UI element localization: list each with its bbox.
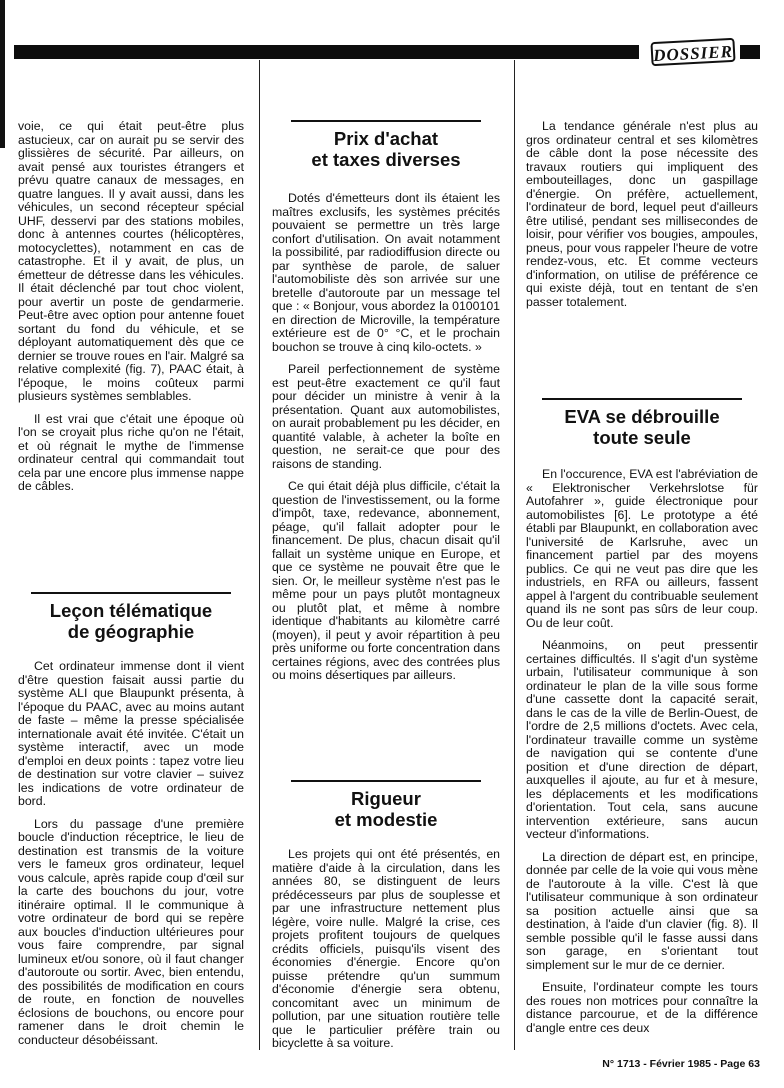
heading-eva [526, 398, 758, 448]
section-badge: DOSSIER [650, 38, 735, 66]
heading-rigueur [272, 780, 500, 830]
paragraph: Ce qui était déjà plus difficile, c'était la question de l'investissement, ou la forme d'impôt, taxe, redevance, abonnement, péage, qu'il fallait adopter pour le financement. De plus, chacun disait qu'il fallait un système unique en Europe, et que ce système ne pouvait être que le sien. Or, le meilleur système n'est pas le même pour un pays plutôt montagneux ou plutôt plat, et même à nombre identique d'habitants au kilomètre carré (moyen), il peut y avoir répartition à peu près uniforme ou forte concentration dans certaines régions, avec des contrées plus ou moins désertiques par ailleurs. [272, 479, 500, 682]
heading-lecon [18, 592, 244, 642]
column-2-top [272, 192, 500, 683]
paragraph: Lors du passage d'une première boucle d'induction réceptrice, le lieu de destination est transmis de la voiture vers le fameux gros ordinateur, lequel vous calcule, après rapide coup d'œil sur la carte des bouchons du jour, votre itinéraire optimal. Il le communique à votre ordinateur de bord qui se repère aux boucles d'induction ultérieures pour vous faire comprendre, par signal lumineux et/ou sonore, où il faut changer d'autoroute ou sortir. Avec, bien entendu, des possibilités de modification en cours de route, en fonction de nouvelles éclosions de bouchons, ou encore pour ramener dans le droit chemin le conducteur désobéissant. [18, 816, 244, 1047]
paragraph: Néanmoins, on peut pressentir certaines difficultés. Il s'agit d'un système urbain, l'utilisateur communique à son ordinateur le plan de la ville sous forme d'une cassette dont la capacité serait, dans le cas de la ville de Berlin-Ouest, de l'ordre de 2,5 millions d'octets. Avec cela, l'ordinateur travaille comme un système de navigation qui se contente d'une position et d'une direction de départ, auxquelles il ajoute, au fur et à mesure, les déplacements et les modifications d'orientation. Tout cela, sans aucune intervention extérieure, sans aucun vecteur d'informations. [526, 638, 758, 841]
heading-line: de géographie [67, 621, 195, 642]
margin-mark [0, 0, 5, 148]
heading-line: et modestie [334, 809, 438, 830]
heading-line: toute seule [593, 427, 691, 448]
column-rule-left [259, 60, 260, 1050]
header-bar [14, 45, 639, 59]
heading-prix [272, 120, 500, 170]
section-heading [526, 406, 758, 448]
header-bar-end [740, 45, 760, 59]
section-heading [272, 128, 500, 170]
paragraph: voie, ce qui était peut-être plus astucieux, car on aurait pu se servir des glissières de sécurité. Par ailleurs, on avait pensé aux touristes étrangers et prévu quatre canaux de messages, en quatre langues. Il y avait aussi, dans les véhicules, un second récepteur spécial UHF, desservi par des stations mobiles, donc à antennes courtes (hélicoptères, motocyclettes), notamment en cas de catastrophe. Et il y avait, de plus, un émetteur de détresse dans les véhicules. Il était déclenché par tout choc violent, pour avertir un poste de gendarmerie. Peut-être avec option pour antenne fouet sortant du fond du véhicule, et se déployant automatiquement dès que ce dernier se trouve roues en l'air. Malgré sa relative complexité (fig. 7), PAAC était, à l'époque, le moins coûteux parmi plusieurs systèmes semblables. [18, 119, 244, 403]
section-heading [272, 788, 500, 830]
heading-rule [291, 120, 481, 122]
page-footer: N° 1713 - Février 1985 - Page 63 [602, 1058, 760, 1070]
paragraph: Ensuite, l'ordinateur compte les tours des roues non motrices pour connaître la distance parcourue, et de la différence d'angle entre ces deux [526, 980, 758, 1035]
column-1-bottom [18, 660, 244, 1047]
column-1-top [18, 120, 244, 494]
column-2-bottom [272, 848, 500, 1051]
paragraph: La direction de départ est, en principe, donnée par celle de la voie qui vous mène de l'autoroute à la ville. C'est là que l'utilisateur communique à son ordinateur sa position actuelle ainsi que sa destination, à l'aide d'un clavier (fig. 8). Il semble possible qu'il le fasse aussi dans son garage, en s'orientant tout simplement sur le mur de ce dernier. [526, 849, 758, 972]
column-rule-right [514, 60, 515, 1050]
heading-line: et taxes diverses [311, 149, 461, 170]
paragraph: Les projets qui ont été présentés, en matière d'aide à la circulation, dans les années 80, se distinguent de leurs prédécesseurs par plus de souplesse et par une infrastructure nettement plus légère, voire nulle. Malgré la crise, ces projets profitent toujours de quelques crédits officiels, puisqu'ils visent des économies d'énergie. Encore qu'on puisse prétendre qu'un summum d'économie d'énergie sera obtenu, concomitant avec un minimum de pollution, par une situation routière telle que le particulier préfère train ou bicyclette à sa voiture. [272, 847, 500, 1050]
paragraph: Cet ordinateur immense dont il vient d'être question faisait aussi partie du système ALI que Blaupunkt présenta, à l'époque du PAAC, avec au moins autant de faste – même la presse spécialisée internationale avait été invitée. C'était un système interactif, avec un mode d'emploi en deux points : tapez votre lieu de destination sur votre clavier – suivez les indications de votre ordinateur de bord. [18, 659, 244, 808]
heading-line: Rigueur [351, 788, 421, 809]
heading-line: EVA se débrouille [564, 406, 720, 427]
paragraph: En l'occurence, EVA est l'abréviation de « Elektronischer Verkehrslotse für Autofahrer », guide électronique pour automobilistes [6]. Le prototype a été établi par Blaupunkt, en collaboration avec l'université de Karlsruhe, avec un financement partiel par des moyens publics. Ce qui ne veut pas dire que les industriels, en RFA ou ailleurs, fassent appel à l'argent du contribuable seulement quand ils ne sont pas sûrs de leur coup. Ou de leur coût. [526, 467, 758, 630]
heading-rule [31, 592, 231, 594]
paragraph: Dotés d'émetteurs dont ils étaient les maîtres exclusifs, les systèmes précités pouvaient se permettre un très large confort d'utilisation. On avait notamment la possibilité, par radiodiffusion directe ou par synthèse de parole, de saluer l'automobiliste dès son arrivée sur une bretelle d'autoroute par un message tel que : « Bonjour, vous abordez la 0100101 en direction de Microville, la température extérieure est de 0° °C, et le prochain bouchon se trouve à cinq kilo-octets. » [272, 191, 500, 354]
paragraph: La tendance générale n'est plus au gros ordinateur central et ses kilomètres de câble dont la pose nécessite des travaux routiers qui impliquent des embouteillages, donc un gaspillage d'énergie. On préfère, actuellement, l'ordinateur de bord, lequel peut d'ailleurs être utilisé, pendant ses millisecondes de loisir, pour vérifier vos bougies, ampoules, pneus, pour vous rappeler l'heure de votre rendez-vous, etc. Et comme vecteurs d'information, on utilise de préférence ce qui existe déjà, tout en tentant de s'en passer totalement. [526, 119, 758, 309]
column-3-top [526, 120, 758, 309]
heading-line: Leçon télématique [49, 600, 213, 621]
heading-rule [542, 398, 742, 400]
section-heading [18, 600, 244, 642]
paragraph: Il est vrai que c'était une époque où l'on se croyait plus riche qu'on ne l'était, et où régnait le mythe de l'immense ordinateur central qui commandait tout cela par une encore plus immense nappe de câbles. [18, 411, 244, 493]
paragraph: Pareil perfectionnement de système est peut-être exactement ce qu'il faut pour décider un ministre à venir à la présentation. Quant aux automobilistes, on aurait probablement pu les décider, en quantité valable, à acheter la boîte en question, ne serait-ce que pour des raisons de standing. [272, 362, 500, 471]
column-3-bottom [526, 468, 758, 1035]
heading-rule [291, 780, 481, 782]
heading-line: Prix d'achat [333, 128, 439, 149]
